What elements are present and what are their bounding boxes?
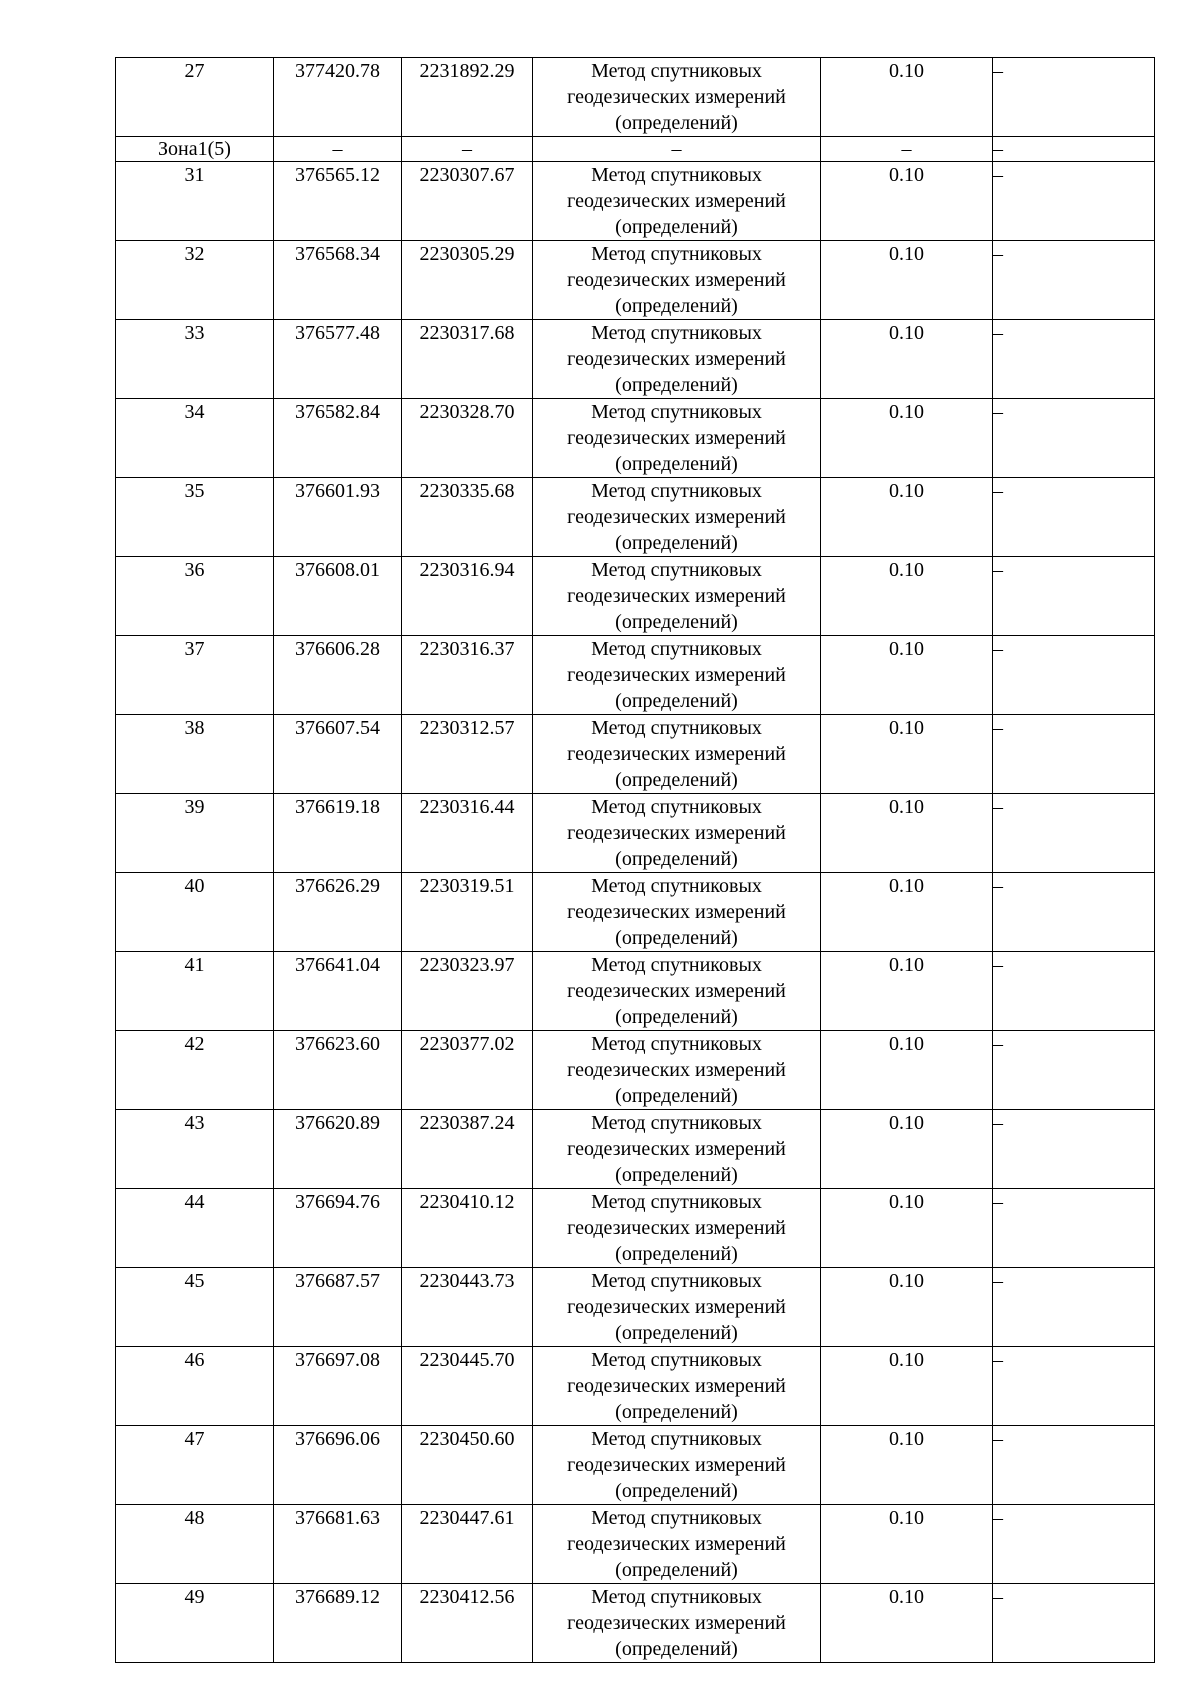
table-row bbox=[116, 952, 1155, 1031]
accuracy-cell: 0.10 bbox=[821, 58, 993, 137]
method-cell: Метод спутниковых геодезических измерений (определений) bbox=[533, 1505, 821, 1584]
coordinate-x-cell: 376697.08 bbox=[274, 1347, 402, 1426]
point-number-cell: 35 bbox=[116, 478, 274, 557]
accuracy-cell: 0.10 bbox=[821, 478, 993, 557]
note-cell: – bbox=[993, 162, 1155, 241]
accuracy-cell: 0.10 bbox=[821, 1189, 993, 1268]
table-row bbox=[116, 636, 1155, 715]
method-cell: Метод спутниковых геодезических измерений (определений) bbox=[533, 794, 821, 873]
method-cell: Метод спутниковых геодезических измерений (определений) bbox=[533, 399, 821, 478]
point-number-cell: 44 bbox=[116, 1189, 274, 1268]
note-cell: – bbox=[993, 1189, 1155, 1268]
table-row bbox=[116, 478, 1155, 557]
coordinate-y-cell: 2230312.57 bbox=[402, 715, 533, 794]
coordinate-x-cell: 376601.93 bbox=[274, 478, 402, 557]
coordinate-x-cell: 376696.06 bbox=[274, 1426, 402, 1505]
accuracy-cell: 0.10 bbox=[821, 873, 993, 952]
coordinate-y-cell: 2230335.68 bbox=[402, 478, 533, 557]
point-number-cell: 39 bbox=[116, 794, 274, 873]
method-cell: Метод спутниковых геодезических измерений (определений) bbox=[533, 1347, 821, 1426]
accuracy-cell: 0.10 bbox=[821, 399, 993, 478]
accuracy-cell: 0.10 bbox=[821, 1031, 993, 1110]
method-cell: Метод спутниковых геодезических измерений (определений) bbox=[533, 873, 821, 952]
table-row bbox=[116, 1031, 1155, 1110]
note-cell: – bbox=[993, 557, 1155, 636]
coordinate-y-cell: – bbox=[402, 137, 533, 162]
point-number-cell: 45 bbox=[116, 1268, 274, 1347]
coordinates-table bbox=[115, 57, 1155, 1663]
accuracy-cell: 0.10 bbox=[821, 794, 993, 873]
note-cell: – bbox=[993, 1347, 1155, 1426]
point-number-cell: 49 bbox=[116, 1584, 274, 1663]
coordinate-y-cell: 2230443.73 bbox=[402, 1268, 533, 1347]
table-row bbox=[116, 58, 1155, 137]
point-number-cell: 42 bbox=[116, 1031, 274, 1110]
coordinate-x-cell: 376681.63 bbox=[274, 1505, 402, 1584]
coordinate-x-cell: 376641.04 bbox=[274, 952, 402, 1031]
note-cell: – bbox=[993, 478, 1155, 557]
table-row bbox=[116, 873, 1155, 952]
coordinate-y-cell: 2230445.70 bbox=[402, 1347, 533, 1426]
coordinate-x-cell: 376689.12 bbox=[274, 1584, 402, 1663]
method-cell: Метод спутниковых геодезических измерений (определений) bbox=[533, 1268, 821, 1347]
note-cell: – bbox=[993, 952, 1155, 1031]
table-row bbox=[116, 399, 1155, 478]
method-cell: Метод спутниковых геодезических измерений (определений) bbox=[533, 320, 821, 399]
accuracy-cell: 0.10 bbox=[821, 1110, 993, 1189]
coordinate-x-cell: 376568.34 bbox=[274, 241, 402, 320]
coordinate-x-cell: 376565.12 bbox=[274, 162, 402, 241]
note-cell: – bbox=[993, 715, 1155, 794]
table-row bbox=[116, 1505, 1155, 1584]
point-number-cell: 31 bbox=[116, 162, 274, 241]
accuracy-cell: 0.10 bbox=[821, 162, 993, 241]
coordinate-y-cell: 2230447.61 bbox=[402, 1505, 533, 1584]
note-cell: – bbox=[993, 794, 1155, 873]
point-number-cell: 46 bbox=[116, 1347, 274, 1426]
accuracy-cell: 0.10 bbox=[821, 1268, 993, 1347]
table-row bbox=[116, 1110, 1155, 1189]
coordinate-x-cell: 377420.78 bbox=[274, 58, 402, 137]
point-number-cell: 34 bbox=[116, 399, 274, 478]
coordinate-x-cell: 376694.76 bbox=[274, 1189, 402, 1268]
coordinate-y-cell: 2230410.12 bbox=[402, 1189, 533, 1268]
note-cell: – bbox=[993, 137, 1155, 162]
note-cell: – bbox=[993, 1031, 1155, 1110]
table-row bbox=[116, 1426, 1155, 1505]
coordinate-y-cell: 2230307.67 bbox=[402, 162, 533, 241]
accuracy-cell: 0.10 bbox=[821, 715, 993, 794]
coordinate-x-cell: 376623.60 bbox=[274, 1031, 402, 1110]
zone-header-row bbox=[116, 137, 1155, 162]
coordinate-x-cell: 376687.57 bbox=[274, 1268, 402, 1347]
point-number-cell: 33 bbox=[116, 320, 274, 399]
accuracy-cell: 0.10 bbox=[821, 1505, 993, 1584]
coordinate-y-cell: 2230387.24 bbox=[402, 1110, 533, 1189]
coordinate-x-cell: 376607.54 bbox=[274, 715, 402, 794]
note-cell: – bbox=[993, 320, 1155, 399]
coordinate-x-cell: 376620.89 bbox=[274, 1110, 402, 1189]
accuracy-cell: 0.10 bbox=[821, 1347, 993, 1426]
note-cell: – bbox=[993, 58, 1155, 137]
note-cell: – bbox=[993, 1426, 1155, 1505]
coordinate-x-cell: – bbox=[274, 137, 402, 162]
method-cell: Метод спутниковых геодезических измерений (определений) bbox=[533, 1110, 821, 1189]
method-cell: Метод спутниковых геодезических измерений (определений) bbox=[533, 162, 821, 241]
table-row bbox=[116, 241, 1155, 320]
table-row bbox=[116, 1347, 1155, 1426]
point-number-cell: 32 bbox=[116, 241, 274, 320]
accuracy-cell: 0.10 bbox=[821, 241, 993, 320]
method-cell: Метод спутниковых геодезических измерений (определений) bbox=[533, 557, 821, 636]
point-number-cell: 40 bbox=[116, 873, 274, 952]
table-row bbox=[116, 1584, 1155, 1663]
method-cell: Метод спутниковых геодезических измерений (определений) bbox=[533, 241, 821, 320]
table-body bbox=[116, 58, 1155, 1663]
coordinate-y-cell: 2230450.60 bbox=[402, 1426, 533, 1505]
coordinate-x-cell: 376626.29 bbox=[274, 873, 402, 952]
method-cell: Метод спутниковых геодезических измерений (определений) bbox=[533, 1031, 821, 1110]
table-row bbox=[116, 794, 1155, 873]
coordinate-y-cell: 2230328.70 bbox=[402, 399, 533, 478]
note-cell: – bbox=[993, 1505, 1155, 1584]
coordinate-y-cell: 2230316.94 bbox=[402, 557, 533, 636]
coordinate-y-cell: 2230412.56 bbox=[402, 1584, 533, 1663]
method-cell: Метод спутниковых геодезических измерений (определений) bbox=[533, 1189, 821, 1268]
table-row bbox=[116, 162, 1155, 241]
point-number-cell: 37 bbox=[116, 636, 274, 715]
point-number-cell: 48 bbox=[116, 1505, 274, 1584]
coordinate-x-cell: 376606.28 bbox=[274, 636, 402, 715]
method-cell: Метод спутниковых геодезических измерений (определений) bbox=[533, 478, 821, 557]
accuracy-cell: – bbox=[821, 137, 993, 162]
coordinate-x-cell: 376619.18 bbox=[274, 794, 402, 873]
note-cell: – bbox=[993, 241, 1155, 320]
accuracy-cell: 0.10 bbox=[821, 952, 993, 1031]
method-cell: Метод спутниковых геодезических измерений (определений) bbox=[533, 952, 821, 1031]
table-row bbox=[116, 1189, 1155, 1268]
coordinate-y-cell: 2230317.68 bbox=[402, 320, 533, 399]
table-row bbox=[116, 715, 1155, 794]
point-number-cell: 43 bbox=[116, 1110, 274, 1189]
point-number-cell: 27 bbox=[116, 58, 274, 137]
method-cell: Метод спутниковых геодезических измерений (определений) bbox=[533, 715, 821, 794]
table-row bbox=[116, 557, 1155, 636]
accuracy-cell: 0.10 bbox=[821, 320, 993, 399]
coordinate-x-cell: 376577.48 bbox=[274, 320, 402, 399]
coordinate-y-cell: 2230319.51 bbox=[402, 873, 533, 952]
coordinate-y-cell: 2230323.97 bbox=[402, 952, 533, 1031]
coordinate-y-cell: 2230305.29 bbox=[402, 241, 533, 320]
note-cell: – bbox=[993, 1584, 1155, 1663]
coordinate-x-cell: 376582.84 bbox=[274, 399, 402, 478]
coordinate-y-cell: 2230316.44 bbox=[402, 794, 533, 873]
accuracy-cell: 0.10 bbox=[821, 1584, 993, 1663]
point-number-cell: 36 bbox=[116, 557, 274, 636]
note-cell: – bbox=[993, 1268, 1155, 1347]
accuracy-cell: 0.10 bbox=[821, 557, 993, 636]
method-cell: Метод спутниковых геодезических измерений (определений) bbox=[533, 636, 821, 715]
coordinate-y-cell: 2230377.02 bbox=[402, 1031, 533, 1110]
coordinate-y-cell: 2230316.37 bbox=[402, 636, 533, 715]
note-cell: – bbox=[993, 399, 1155, 478]
point-number-cell: Зона1(5) bbox=[116, 137, 274, 162]
note-cell: – bbox=[993, 873, 1155, 952]
method-cell: Метод спутниковых геодезических измерений (определений) bbox=[533, 1584, 821, 1663]
method-cell: Метод спутниковых геодезических измерений (определений) bbox=[533, 58, 821, 137]
point-number-cell: 47 bbox=[116, 1426, 274, 1505]
accuracy-cell: 0.10 bbox=[821, 636, 993, 715]
point-number-cell: 41 bbox=[116, 952, 274, 1031]
coordinate-x-cell: 376608.01 bbox=[274, 557, 402, 636]
note-cell: – bbox=[993, 636, 1155, 715]
accuracy-cell: 0.10 bbox=[821, 1426, 993, 1505]
point-number-cell: 38 bbox=[116, 715, 274, 794]
coordinate-y-cell: 2231892.29 bbox=[402, 58, 533, 137]
table-row bbox=[116, 320, 1155, 399]
method-cell: Метод спутниковых геодезических измерений (определений) bbox=[533, 1426, 821, 1505]
note-cell: – bbox=[993, 1110, 1155, 1189]
method-cell: – bbox=[533, 137, 821, 162]
table-row bbox=[116, 1268, 1155, 1347]
